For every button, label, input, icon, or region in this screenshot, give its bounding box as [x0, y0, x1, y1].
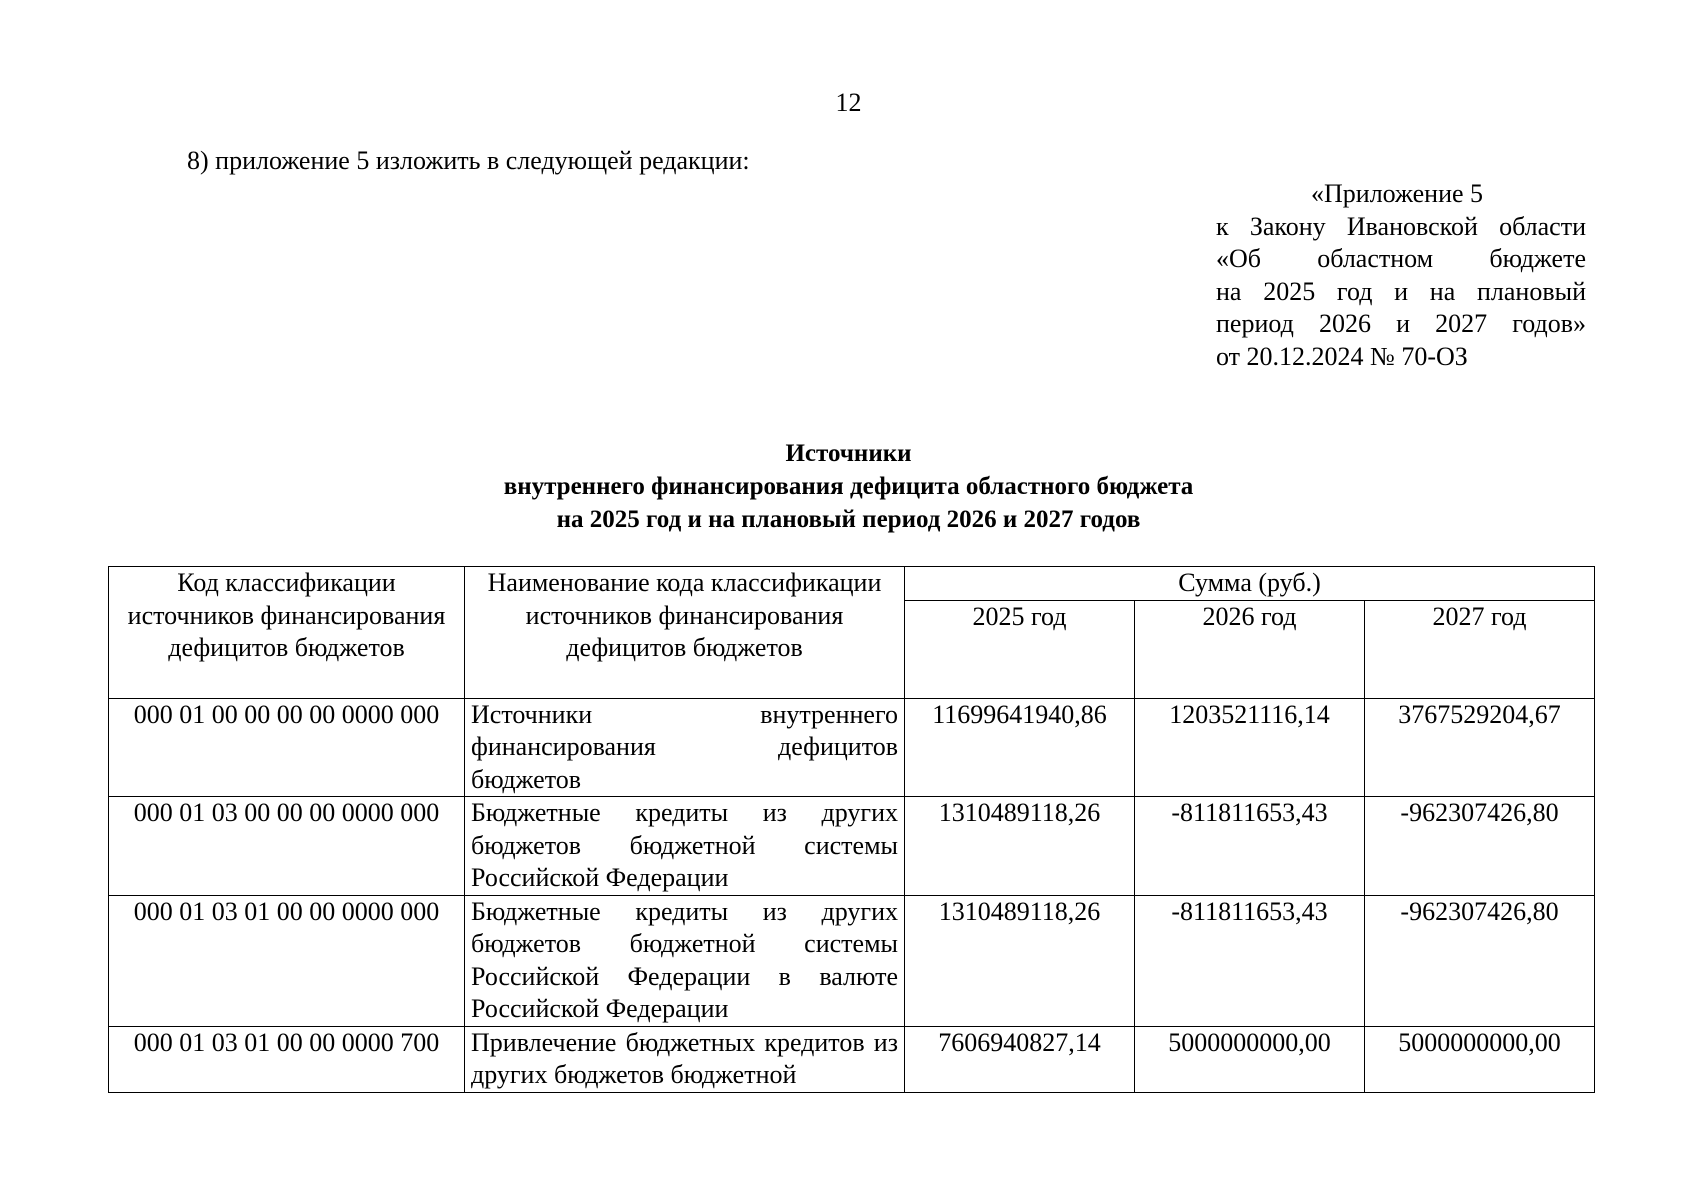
row-name [465, 1026, 905, 1092]
appendix-line: «Приложение 5 [1311, 179, 1484, 208]
row-value-2025: 1310489118,26 [905, 895, 1135, 1026]
title-line: Источники [785, 440, 912, 467]
row-value-2025: 7606940827,14 [905, 1026, 1135, 1092]
row-name-text: Привлечение бюджетных кредитов из других бюджетов бюджетной [471, 1027, 898, 1089]
row-code: 000 01 03 00 00 00 0000 000 [109, 797, 465, 896]
row-code: 000 01 03 01 00 00 0000 000 [109, 895, 465, 1026]
row-value-2026: 5000000000,00 [1135, 1026, 1365, 1092]
row-value-2026: -811811653,43 [1135, 895, 1365, 1026]
table-row [109, 797, 1595, 896]
document-title [0, 437, 1697, 536]
header-sum: Сумма (руб.) [905, 567, 1595, 601]
header-name: Наименование кода классификации источников финансирования дефицитов бюджетов [465, 567, 905, 699]
header-year-2026: 2026 год [1135, 600, 1365, 698]
table-row [109, 698, 1595, 797]
appendix-line: к Закону Ивановской области [1216, 211, 1586, 241]
intro-paragraph: 8) приложение 5 изложить в следующей редакции: [187, 146, 750, 175]
appendix-line: на 2025 год и на плановый [1216, 276, 1586, 306]
table-header-row [109, 567, 1595, 601]
appendix-line: период 2026 и 2027 годов» [1216, 309, 1586, 338]
title-line: на 2025 год и на плановый период 2026 и 2027 годов [556, 506, 1141, 533]
appendix-reference [1216, 178, 1586, 373]
row-code: 000 01 00 00 00 00 0000 000 [109, 698, 465, 797]
header-year-2025: 2025 год [905, 600, 1135, 698]
appendix-line: «Об областном бюджете [1216, 244, 1586, 273]
header-year-2027: 2027 год [1365, 600, 1595, 698]
row-value-2027: -962307426,80 [1365, 895, 1595, 1026]
row-value-2027: -962307426,80 [1365, 797, 1595, 896]
title-line: внутреннего финансирования дефицита областного бюджета [503, 473, 1194, 500]
row-value-2027: 3767529204,67 [1365, 698, 1595, 797]
page-number: 12 [835, 88, 862, 117]
table-row [109, 895, 1595, 1026]
row-code: 000 01 03 01 00 00 0000 700 [109, 1026, 465, 1092]
financing-sources-table [108, 566, 1595, 1093]
row-name: Бюджетные кредиты из других бюджетов бюджетной системы Российской Федерации [465, 797, 905, 896]
row-name: Источники внутреннего финансирования дефицитов бюджетов [465, 698, 905, 797]
appendix-line: от 20.12.2024 № 70-ОЗ [1216, 341, 1468, 371]
row-value-2027: 5000000000,00 [1365, 1026, 1595, 1092]
table-row [109, 1026, 1595, 1092]
row-name: Бюджетные кредиты из других бюджетов бюджетной системы Российской Федерации в валюте Российской Федерации [465, 895, 905, 1026]
row-value-2026: 1203521116,14 [1135, 698, 1365, 797]
row-value-2026: -811811653,43 [1135, 797, 1365, 896]
row-value-2025: 11699641940,86 [905, 698, 1135, 797]
header-code: Код классификации источников финансирования дефицитов бюджетов [109, 567, 465, 699]
row-value-2025: 1310489118,26 [905, 797, 1135, 896]
